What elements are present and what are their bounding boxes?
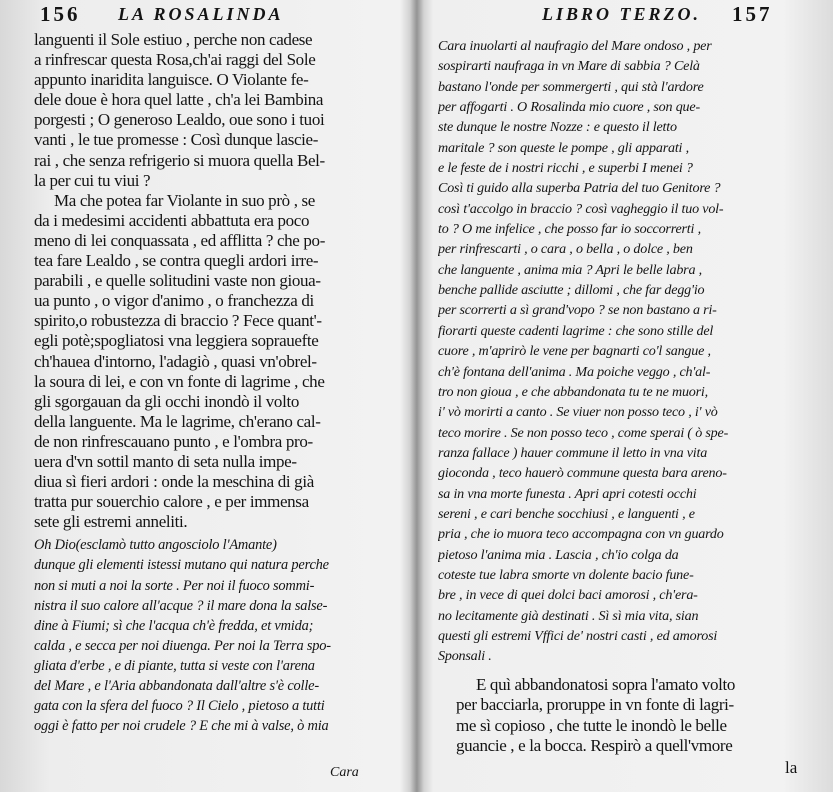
text-line: da i medesimi accidenti abbattuta era poco xyxy=(34,210,310,230)
text-line: appunto inaridita languisce. O Violante fe- xyxy=(34,70,309,90)
text-line: ranza fallace ) hauer commune il letto in vna vita xyxy=(438,444,708,461)
right-page-italic-text xyxy=(438,36,830,667)
text-line: benche pallide asciutte ; dillomi , che far degg'io xyxy=(438,282,705,299)
text-line: dele doue è hora quel latte , ch'a lei Bambina xyxy=(34,90,324,110)
right-page-number: 157 xyxy=(732,2,773,26)
text-line: tea fare Lealdo , se contra quegli ardori irre- xyxy=(34,251,319,271)
text-line: gioconda , teco hauerò commune questa bara areno- xyxy=(438,465,727,482)
right-running-title: LIBRO TERZO. xyxy=(542,4,702,24)
text-line: parabili , e quelle solitudini vaste non gioua- xyxy=(34,271,321,291)
text-line: ch'è fontana dell'anima . Ma poiche veggo , ch'al- xyxy=(438,363,711,380)
left-page-number: 156 xyxy=(40,2,81,26)
text-line: ua punto , o vigor d'animo , o franchezza di xyxy=(34,291,314,311)
text-line: non si muti a noi la sorte . Per noi il fuoco sommi- xyxy=(34,577,315,594)
text-line: gli sgorgauan da gli occhi inondò il volto xyxy=(34,391,299,411)
text-line: tratta pur souerchio calore , e per immensa xyxy=(34,492,309,512)
text-line: coteste tue labra smorte vn dolente bacio fune- xyxy=(438,566,694,583)
text-line: uera d'vn sottil manto di seta nulla impe- xyxy=(34,451,297,471)
text-line: della languente. Ma le lagrime, ch'erano cal- xyxy=(34,411,321,431)
text-line: rai , che senza refrigerio si muora quella Bel- xyxy=(34,150,325,170)
text-line: la per cui tu viui ? xyxy=(34,170,151,190)
text-line: per bacciarla, proruppe in vn fonte di lagri- xyxy=(456,695,734,715)
text-line: questi gli estremi Vffici de' nostri casti , ed amorosi xyxy=(438,627,718,644)
text-line: maritale ? son queste le pompe , gli apparati , xyxy=(438,139,689,156)
text-line: pria , che io muora teco accompagna con vn guardo xyxy=(438,526,724,543)
text-line: sa in vna morte funesta . Apri apri cotesti occhi xyxy=(438,485,697,502)
text-line: gata con la sfera del fuoco ? Il Cielo , pietoso a tutti xyxy=(34,698,325,715)
text-line: che languente , anima mia ? Apri le belle labra , xyxy=(438,261,702,278)
text-line: bre , in vece di quei dolci baci amorosi , ch'era- xyxy=(438,587,698,604)
text-line: sete gli estremi anneliti. xyxy=(34,512,188,532)
text-line: gliata d'erbe , e di piante, tutta si veste con l'arena xyxy=(34,657,315,674)
text-line: meno di lei conquassata , ed afflitta ? che po- xyxy=(34,230,326,250)
text-line: sereni , e cari benche socchiusi , e languenti , e xyxy=(438,505,695,522)
text-line: oggi è fatto per noi crudele ? E che mi à valse, ò mia xyxy=(34,718,329,735)
text-line: E quì abbandonatosi sopra l'amato volto xyxy=(476,675,735,694)
text-line: guancie , e la bocca. Respirò a quell'vmore xyxy=(456,736,733,756)
text-line: del Mare , e l'Aria abbandonata dall'altre s'è colle- xyxy=(34,678,319,694)
text-line: e le feste de i nostri ricchi , e superbi I menei ? xyxy=(438,160,693,177)
text-line: teco morire . Se non posso teco , come sperai ( ò spe- xyxy=(438,424,729,441)
text-line: tro non gioua , e che abbandonata tu te ne muori, xyxy=(438,383,708,400)
text-line: porgesti ; O generoso Lealdo, oue sono i tuoi xyxy=(34,110,325,130)
text-line: per scorrerti a sì grand'vopo ? se non bastano a ri- xyxy=(438,302,717,319)
left-catchword: Cara xyxy=(330,765,359,780)
text-line: egli potè;spogliatosi vna leggiera soprauefte xyxy=(34,331,319,351)
text-line: dine à Fiumi; sì che l'acqua ch'è fredda, et vmida; xyxy=(34,617,314,634)
left-page-text xyxy=(34,30,404,736)
text-line: me sì copioso , che tutte le inondò le belle xyxy=(456,715,727,735)
right-page xyxy=(420,0,833,792)
text-line: per rinfrescarti , o cara , o bella , o dolce , ben xyxy=(438,241,693,258)
text-line: per affogarti . O Rosalinda mio cuore , son que- xyxy=(438,99,700,116)
text-line: a rinfrescar questa Rosa,ch'ai raggi del Sole xyxy=(34,50,316,70)
right-running-head xyxy=(420,2,833,30)
text-line: cuore , m'aprirò le vene per bagnarti co'l sangue , xyxy=(438,343,711,360)
text-line: dunque gli elementi istessi mutano qui natura perche xyxy=(34,557,329,574)
text-line: Così ti guido alla superba Patria del tuo Genitore ? xyxy=(438,180,721,197)
left-page xyxy=(0,0,414,792)
right-page-roman-text xyxy=(456,675,828,757)
text-line: fiorarti queste cadenti lagrime : che sono stille del xyxy=(438,322,714,339)
text-line: calda , e secca per noi diuenga. Per noi la Terra spo- xyxy=(34,637,331,654)
text-line: de non rinfrescauano punto , e l'ombra pro- xyxy=(34,431,313,451)
text-line: vanti , le tue promesse : Così dunque lascie- xyxy=(34,130,319,150)
text-line: ch'hauea d'intorno, l'adagiò , quasi vn'obrel- xyxy=(34,351,317,371)
text-line: no lecitamente già destinati . Sì sì mia vita, sian xyxy=(438,607,699,624)
text-line: nistra il suo calore all'acque ? il mare dona la salse- xyxy=(34,597,328,614)
text-line: languenti il Sole estiuo , perche non cadese xyxy=(34,30,313,49)
text-line: Cara inuolarti al naufragio del Mare ondoso , per xyxy=(438,38,712,54)
left-running-title: LA ROSALINDA xyxy=(118,4,284,24)
text-line: Oh Dio(esclamò tutto angosciolo l'Amante) xyxy=(34,537,277,554)
right-catchword: la xyxy=(785,758,798,777)
text-line: diua sì fieri ardori : onde la meschina di già xyxy=(34,472,314,492)
text-line: la soura di lei, e con vn fonte di lagrime , che xyxy=(34,371,325,391)
text-line: Ma che potea far Violante in suo prò , se xyxy=(54,190,315,210)
text-line: bastano l'onde per sommergerti , qui stà l'ardore xyxy=(438,78,704,95)
text-line: to ? O me infelice , che posso far io soccorrerti , xyxy=(438,221,701,238)
text-line: sospirarti naufraga in vn Mare di sabbia ? Celà xyxy=(438,58,700,75)
text-line: ste dunque le nostre Nozze : e questo il letto xyxy=(438,119,677,136)
text-line: i' vò morirti a canto . Se viuer non posso teco , i' vò xyxy=(438,404,718,421)
text-line: spirito,o robustezza di braccio ? Fece quant'- xyxy=(34,311,322,331)
text-line: pietoso l'anima mia . Lascia , ch'io colga da xyxy=(438,546,679,563)
left-running-head xyxy=(0,2,414,30)
text-line: così t'accolgo in braccio ? così vagheggio il tuo vol- xyxy=(438,200,724,217)
text-line: Sponsali . xyxy=(438,648,492,665)
